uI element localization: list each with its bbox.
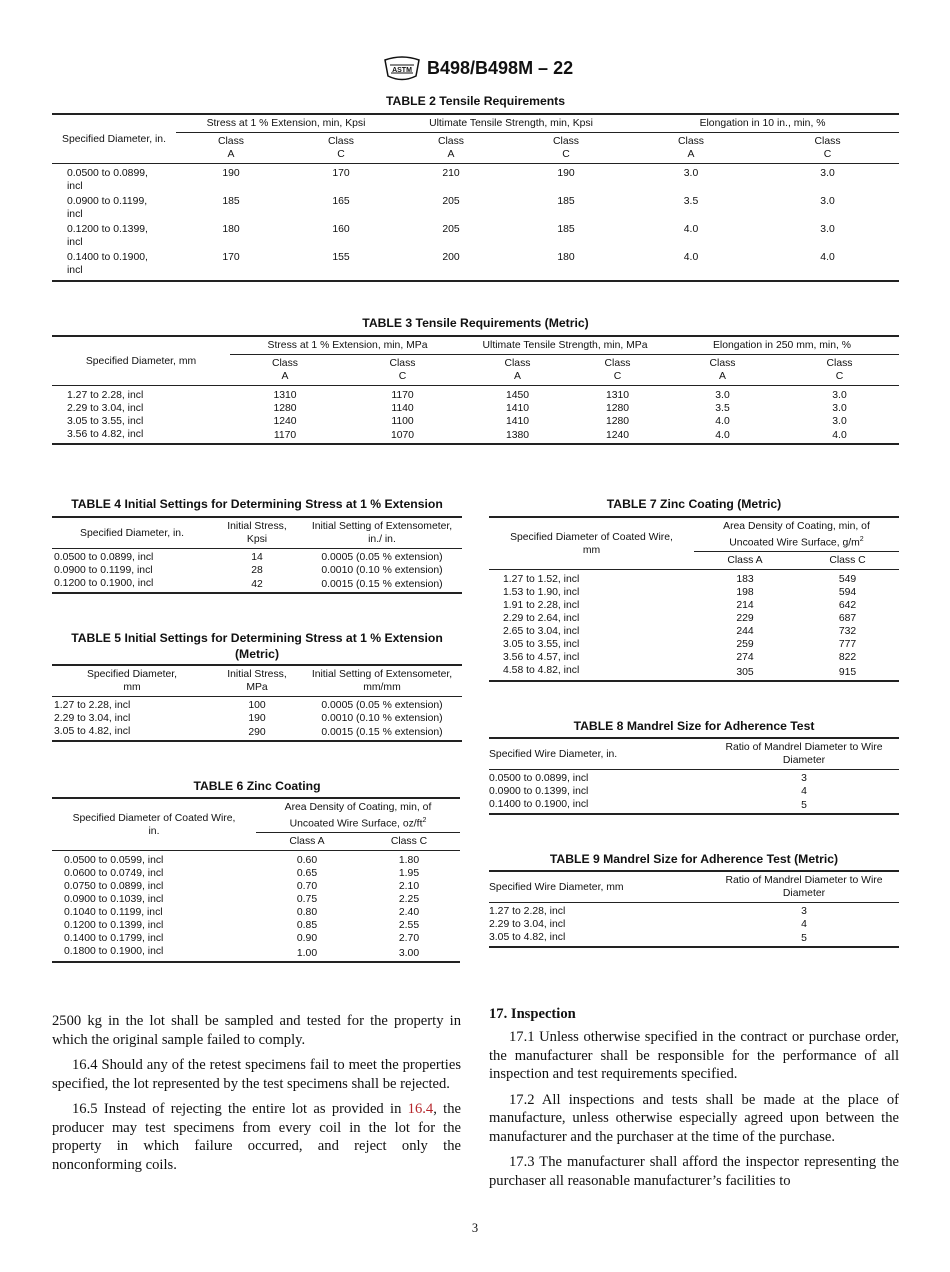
table7-class-header: Class A [694,552,796,570]
table3-group-header: Ultimate Tensile Strength, min, MPa [465,336,665,355]
page-number: 3 [471,1221,479,1235]
section-heading: 17. Inspection [489,1006,576,1022]
section-ref-link[interactable]: 16.4 [407,1101,434,1117]
table-row: 0.0500 to 0.0899, incl 14 0.0005 (0.05 % extension) [54,552,443,563]
table7-class-header: Class C [796,552,899,570]
table2-class-header: Class A [396,133,506,164]
table-row: 2.29 to 3.04, incl 4 [489,919,807,930]
table-row: 0.0500 to 0.0899, incl 3 [489,773,807,784]
table9-caption: TABLE 9 Mandrel Size for Adherence Test (Metric) [549,852,839,866]
table8-header: Specified Wire Diameter, in. [489,738,709,770]
table-row: 4.58 to 4.82, incl 305 915 [489,664,899,681]
table9-header: Ratio of Mandrel Diameter to Wire Diameter [709,871,899,903]
table-row: 0.0500 to 0.0599, incl 0.60 1.80 [64,855,420,867]
table3-group-header: Elongation in 250 mm, min, % [665,336,899,355]
table9 [489,870,899,948]
table4-header: Initial Stress, Kpsi [212,517,302,549]
table4-caption: TABLE 4 Initial Settings for Determining Stress at 1 % Extension [71,497,443,511]
table-row: 3.56 to 4.57, incl 274 822 [503,652,857,664]
table3-group-header: Stress at 1 % Extension, min, MPa [230,336,465,355]
table-row: 0.0600 to 0.0749, incl 0.65 1.95 [64,868,420,880]
table-row: 3.05 to 3.55, incl 259 777 [503,639,857,651]
table2-class-header: Class C [286,133,396,164]
table4-header: Initial Setting of Extensometer, in./ in. [302,517,462,549]
table-row: 1.27 to 2.28, incl 3 [489,906,807,917]
table5-header: Specified Diameter, mm [52,665,212,697]
table3-col0-header: Specified Diameter, mm [52,336,230,386]
table5 [52,664,462,742]
table2-group-header: Ultimate Tensile Strength, min, Kpsi [396,114,626,133]
table-row: 2.29 to 3.04, incl 1280 1140 1410 1280 3.5 3.0 [67,403,847,414]
table3-class-header: Class A [230,355,340,386]
table7 [489,516,899,682]
left-column-text [52,1012,461,1181]
table2-caption: TABLE 2 Tensile Requirements [385,94,565,108]
table-row: 0.0900 to 0.1199, incl 28 0.0010 (0.10 % extension) [54,565,443,576]
document-designation: B498/B498M – 22 [427,58,574,78]
right-column-text [489,1006,899,1197]
table6-col0-header: Specified Diameter of Coated Wire, in. [52,798,256,851]
table8 [489,737,899,815]
table-row: 0.0900 to 0.1399, incl 4 [489,786,807,797]
table6-caption: TABLE 6 Zinc Coating [193,779,321,793]
table2 [52,113,899,282]
table7-group-header: Area Density of Coating, min, of Uncoated Wire Surface, $g/m^2$ [694,517,899,552]
table7-caption: TABLE 7 Zinc Coating (Metric) [606,497,782,511]
table2-group-header: Stress at 1 % Extension, min, Kpsi [176,114,396,133]
table5-header: Initial Stress, MPa [212,665,302,697]
table8-caption: TABLE 8 Mandrel Size for Adherence Test [573,719,815,733]
table2-col0-header: Specified Diameter, in. [52,114,176,164]
paragraph-16-5: 16.5 Instead of rejecting the entire lot as provided in 16.4, the producer may test specimens from every coil in the lot for the property in which failure occurred, and reject only the nonconforming coils. [52,1101,461,1173]
table-row: 0.1200 to 0.1399, incl 180 160 205 185 4.0 3.0 [67,224,835,248]
paragraph-16-4: 16.4 Should any of the retest specimens fail to meet the properties specified, the lot represented by the test specimens shall be rejected. [52,1057,461,1092]
table2-class-header: Class C [506,133,626,164]
table-row: 0.1200 to 0.1399, incl 0.85 2.55 [64,920,420,932]
paragraph-17-2: 17.2 All inspections and tests shall be made at the place of manufacture, unless otherwise especially agreed upon between the manufacturer and the purchaser at the time of the purchase. [489,1091,899,1145]
table3-class-header: Class C [780,355,899,386]
table-row: 1.27 to 2.28, incl 1310 1170 1450 1310 3.0 3.0 [67,390,847,401]
table-row: 2.29 to 2.64, incl 229 687 [503,613,857,625]
table3-class-header: Class A [665,355,780,386]
table4-header: Specified Diameter, in. [52,517,212,549]
table6-class-header: Class A [256,833,358,851]
table2-class-header: Class A [176,133,286,164]
table-row: 0.1400 to 0.1900, incl 5 [489,798,899,814]
paragraph-17-3: 17.3 The manufacturer shall afford the inspector representing the purchaser all reasonable manufacturer’s facilities to [489,1154,899,1189]
table3-class-header: Class A [465,355,570,386]
table-row: 0.1800 to 0.1900, incl 1.00 3.00 [52,945,460,962]
table-row: 0.0750 to 0.0899, incl 0.70 2.10 [64,881,420,893]
svg-text:ASTM: ASTM [392,67,412,74]
table-row: 1.27 to 2.28, incl 100 0.0005 (0.05 % extension) [54,700,443,711]
table5-caption: TABLE 5 Initial Settings for Determining Stress at 1 % Extension (Metric) [71,631,443,661]
table-row: 1.27 to 1.52, incl 183 549 [503,574,857,586]
table2-class-header: Class A [626,133,756,164]
table7-col0-header: Specified Diameter of Coated Wire, mm [489,517,694,570]
table-row: 2.29 to 3.04, incl 190 0.0010 (0.10 % extension) [54,713,443,724]
table-row: 2.65 to 3.04, incl 244 732 [503,626,857,638]
table2-class-header: Class C [756,133,899,164]
table-row: 0.1200 to 0.1900, incl 42 0.0015 (0.15 % extension) [52,577,462,593]
table9-header: Specified Wire Diameter, mm [489,871,709,903]
table-row: 0.1400 to 0.1900, incl 170 155 200 180 4.0 4.0 [52,249,899,281]
table-row: 0.1400 to 0.1799, incl 0.90 2.70 [64,933,420,945]
table-row: 3.05 to 3.55, incl 1240 1100 1410 1280 4.0 3.0 [67,416,847,427]
table6-class-header: Class C [358,833,460,851]
paragraph-16-3-cont: 2500 kg in the lot shall be sampled and tested for the property in which the original sample failed to comply. [52,1013,461,1048]
table5-header: Initial Setting of Extensometer, mm/mm [302,665,462,697]
table-row: 1.91 to 2.28, incl 214 642 [503,600,857,612]
table6-group-header: Area Density of Coating, min, of Uncoated Wire Surface, $oz/ft^2$ [256,798,460,833]
table3 [52,335,899,445]
table-row: 0.0500 to 0.0899, incl 190 170 210 190 3.0 3.0 [67,168,835,192]
table-row: 3.56 to 4.82, incl 1170 1070 1380 1240 4.0 4.0 [52,428,899,444]
page-header [0,56,950,84]
table-row: 3.05 to 4.82, incl 290 0.0015 (0.15 % extension) [52,725,462,741]
astm-logo-icon [383,56,421,82]
table2-group-header: Elongation in 10 in., min, % [626,114,899,133]
table-row: 0.0900 to 0.1039, incl 0.75 2.25 [64,894,420,906]
table-row: 0.0900 to 0.1199, incl 185 165 205 185 3.5 3.0 [67,196,835,220]
table3-class-header: Class C [570,355,665,386]
table-row: 1.53 to 1.90, incl 198 594 [503,587,857,599]
table8-header: Ratio of Mandrel Diameter to Wire Diameter [709,738,899,770]
table-row: 0.1040 to 0.1199, incl 0.80 2.40 [64,907,420,919]
table6 [52,797,460,963]
paragraph-17-1: 17.1 Unless otherwise specified in the contract or purchase order, the manufacturer shall be responsible for the performance of all inspection and test requirements specified. [489,1029,899,1082]
table3-caption: TABLE 3 Tensile Requirements (Metric) [362,316,589,330]
table-row: 3.05 to 4.82, incl 5 [489,931,899,947]
table4 [52,516,462,594]
table3-class-header: Class C [340,355,465,386]
